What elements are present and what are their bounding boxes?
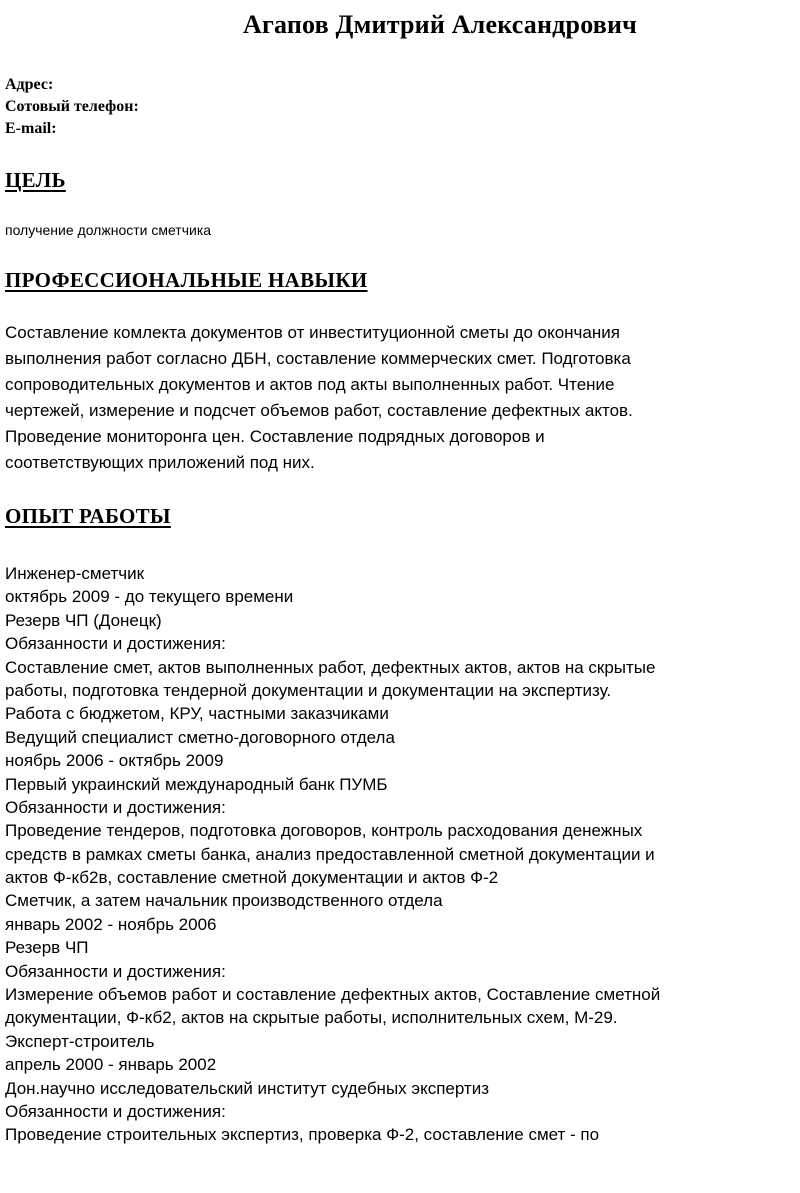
skills-line: чертежей, измерение и подсчет объемов работ, составление дефектных актов. — [5, 401, 633, 420]
contacts-block — [5, 74, 795, 140]
goal-heading: ЦЕЛЬ — [5, 168, 66, 192]
job-title: Эксперт-строитель — [5, 1031, 155, 1051]
duties-text: работы, подготовка тендерной документации и документации на экспертизу. — [5, 680, 612, 700]
job-company: Первый украинский международный банк ПУМБ — [5, 774, 388, 794]
experience-list — [5, 562, 795, 1147]
resume-page — [5, 0, 795, 1147]
job-period: апрель 2000 - январь 2002 — [5, 1055, 217, 1075]
skills-line: выполнения работ согласно ДБН, составление коммерческих смет. Подготовка — [5, 349, 631, 368]
candidate-name: Агапов Дмитрий Александрович — [243, 10, 638, 39]
job-title: Инженер-сметчик — [5, 564, 145, 583]
skills-line: Проведение мониторонга цен. Составление подрядных договоров и — [5, 427, 545, 446]
duties-text: Проведение строительных экспертиз, проверка Ф-2, составление смет - по — [5, 1125, 600, 1145]
skills-heading: ПРОФЕССИОНАЛЬНЫЕ НАВЫКИ — [5, 268, 368, 292]
job-title: Сметчик, а затем начальник производственного отдела — [5, 891, 443, 911]
address-label: Адрес: — [5, 76, 54, 93]
duties-text: Работа с бюджетом, КРУ, частными заказчиками — [5, 704, 389, 724]
goal-text: получение должности сметчика — [5, 222, 212, 238]
job-period: октябрь 2009 - до текущего времени — [5, 587, 294, 607]
job-title: Ведущий специалист сметно-договорного отдела — [5, 727, 395, 747]
duties-text: средств в рамках сметы банка, анализ предоставленной сметной документации и — [5, 844, 655, 864]
experience-heading: ОПЫТ РАБОТЫ — [5, 504, 171, 528]
duties-label: Обязанности и достижения: — [5, 961, 226, 981]
phone-label: Сотовый телефон: — [5, 98, 139, 115]
job-period: январь 2002 - ноябрь 2006 — [5, 914, 217, 934]
duties-label: Обязанности и достижения: — [5, 1101, 226, 1121]
duties-label: Обязанности и достижения: — [5, 797, 226, 817]
duties-text: актов Ф-кб2в, составление сметной документации и актов Ф-2 — [5, 868, 499, 888]
skills-line: соответствующих приложений под них. — [5, 453, 315, 472]
skills-line: Составление комлекта документов от инвеституционной сметы до окончания — [5, 323, 620, 342]
duties-text: Составление смет, актов выполненных работ, дефектных актов, актов на скрытые — [5, 657, 656, 677]
job-company: Дон.научно исследовательский институт судебных экспертиз — [5, 1078, 490, 1098]
email-label: E-mail: — [5, 120, 57, 137]
duties-text: Измерение объемов работ и составление дефектных актов, Составление сметной — [5, 985, 661, 1005]
duties-text: Проведение тендеров, подготовка договоров, контроль расходования денежных — [5, 821, 643, 841]
duties-text: документации, Ф-кб2, актов на скрытые работы, исполнительных схем, М-29. — [5, 1008, 618, 1028]
job-period: ноябрь 2006 - октябрь 2009 — [5, 751, 224, 771]
job-company: Резерв ЧП — [5, 938, 89, 958]
job-company: Резерв ЧП (Донецк) — [5, 610, 162, 630]
skills-line: сопроводительных документов и актов под акты выполненных работ. Чтение — [5, 375, 615, 394]
duties-label: Обязанности и достижения: — [5, 634, 226, 654]
skills-paragraph — [5, 320, 775, 476]
